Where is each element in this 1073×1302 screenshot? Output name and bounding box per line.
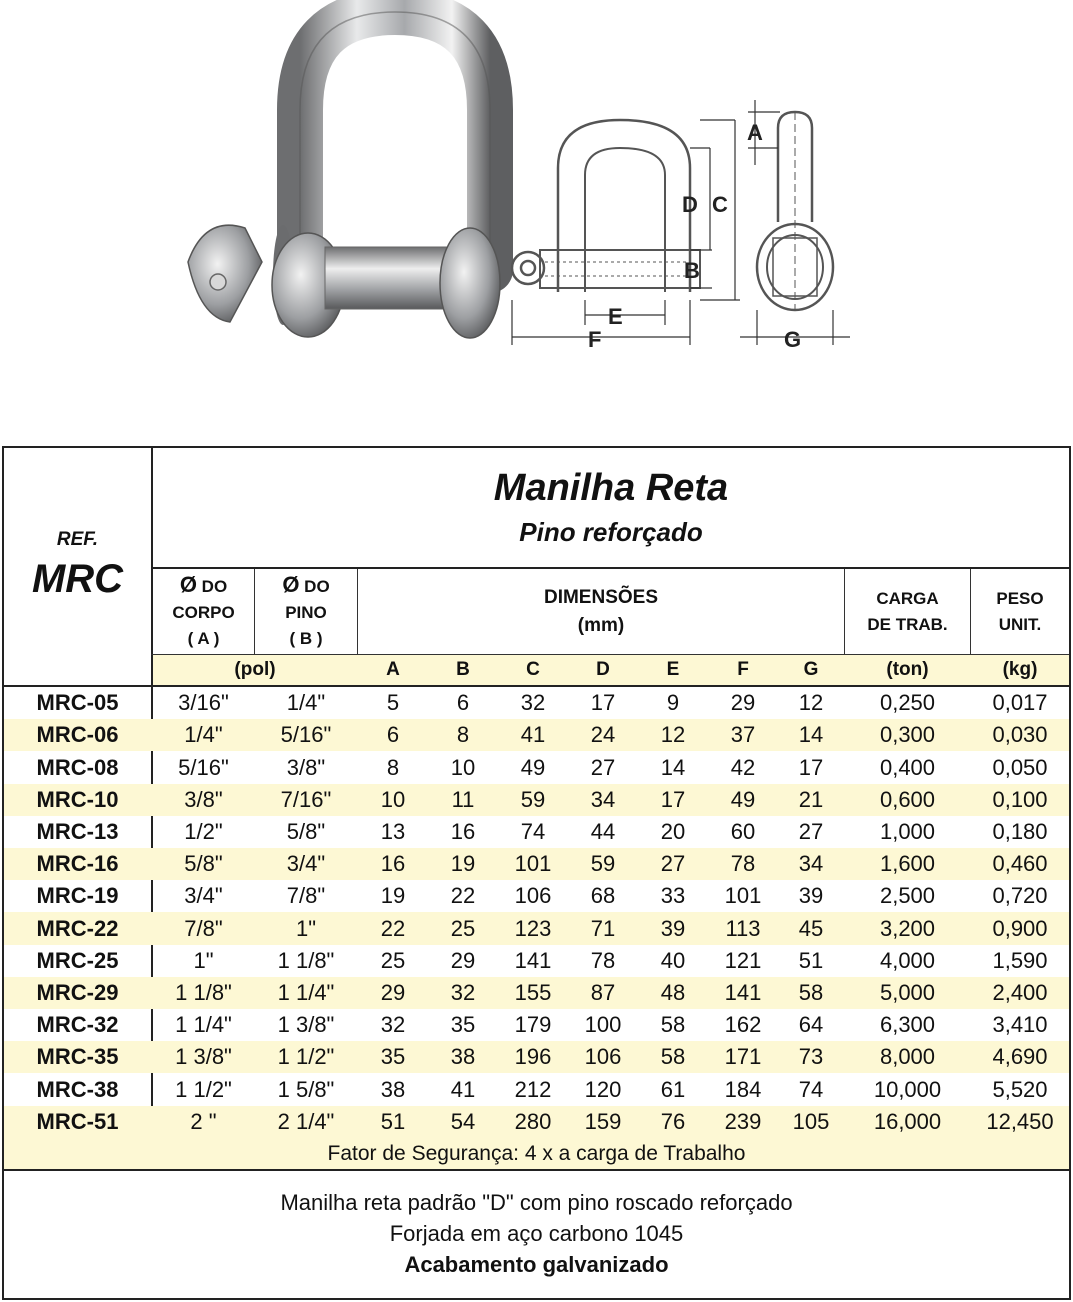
col-header-carga-l1: CARGA — [876, 588, 939, 608]
table-row — [4, 1106, 1069, 1138]
table-row — [4, 751, 1069, 783]
ref-code-cell: MRC-16 — [36, 851, 119, 877]
col-header-corpo — [153, 569, 254, 654]
table-cell: 61 — [660, 1076, 686, 1102]
col-header-carga-l2: DE TRAB. — [867, 614, 948, 634]
table-cell: 3,410 — [992, 1012, 1048, 1038]
table-cell: 10 — [380, 786, 406, 812]
table-cell: 12 — [660, 722, 686, 748]
table-cell: 0,720 — [992, 883, 1048, 909]
table-cell: 2,400 — [992, 979, 1048, 1005]
table-cell: 54 — [450, 1108, 476, 1134]
table-cell: 22 — [450, 883, 476, 909]
label-g: G — [784, 327, 802, 352]
table-cell: 59 — [520, 786, 546, 812]
technical-drawing-front — [757, 112, 833, 310]
unit-pol: (pol) — [234, 659, 276, 680]
table-cell: 48 — [660, 979, 686, 1005]
ref-code-cell: MRC-08 — [36, 754, 119, 780]
table-cell: 101 — [514, 851, 552, 877]
table-cell: 0,460 — [992, 851, 1048, 877]
table-cell: 14 — [660, 754, 686, 780]
table-cell: 39 — [660, 915, 686, 941]
label-c: C — [712, 192, 728, 217]
table-cell: 60 — [730, 818, 756, 844]
table-cell: 1 3/8" — [277, 1012, 335, 1038]
ref-cell — [4, 448, 151, 685]
label-b: B — [684, 258, 700, 283]
table-cell: 29 — [450, 947, 476, 973]
table-cell: 0,030 — [992, 722, 1048, 748]
table-cell: 5/16" — [280, 722, 332, 748]
table-cell: 0,900 — [992, 915, 1048, 941]
table-cell: 39 — [798, 883, 824, 909]
table-cell: 17 — [590, 690, 616, 716]
table-cell: 21 — [798, 786, 824, 812]
spec-table — [2, 446, 1071, 1300]
table-cell: 32 — [380, 1012, 406, 1038]
ref-code-cell: MRC-13 — [36, 818, 119, 844]
unit-ton: (ton) — [886, 659, 929, 680]
col-header-pino-l3: ( B ) — [289, 628, 323, 648]
table-cell: 37 — [730, 722, 756, 748]
table-cell: 16,000 — [873, 1108, 942, 1134]
table-cell: 1/2" — [184, 818, 223, 844]
table-cell: 8 — [386, 754, 400, 780]
table-cell: 5,520 — [992, 1076, 1048, 1102]
table-cell: 7/8" — [184, 915, 223, 941]
table-cell: 25 — [380, 947, 406, 973]
table-cell: 24 — [590, 722, 616, 748]
table-cell: 0,017 — [992, 690, 1048, 716]
table-cell: 280 — [514, 1108, 552, 1134]
table-cell: 1 1/4" — [175, 1012, 232, 1038]
ref-code-cell: MRC-05 — [36, 690, 119, 716]
table-cell: 32 — [450, 979, 476, 1005]
table-cell: 12,450 — [986, 1108, 1054, 1134]
note-line-3: Acabamento galvanizado — [404, 1252, 669, 1277]
table-cell: 19 — [380, 883, 406, 909]
table-cell: 45 — [798, 915, 824, 941]
col-header-pino — [255, 569, 357, 654]
ref-code-cell: MRC-32 — [36, 1012, 119, 1038]
table-cell: 1 5/8" — [277, 1076, 335, 1102]
table-cell: 16 — [450, 818, 476, 844]
table-cell: 73 — [798, 1044, 824, 1070]
table-cell: 1,600 — [879, 851, 936, 877]
table-cell: 123 — [514, 915, 552, 941]
table-cell: 6 — [456, 690, 470, 716]
table-cell: 17 — [798, 754, 824, 780]
table-cell: 76 — [660, 1108, 686, 1134]
table-cell: 120 — [584, 1076, 622, 1102]
table-cell: 29 — [380, 979, 406, 1005]
table-cell: 239 — [724, 1108, 762, 1134]
table-row — [4, 816, 1069, 848]
table-cell: 2 1/4" — [277, 1108, 335, 1134]
table-cell: 6,300 — [879, 1012, 936, 1038]
unit-b: B — [456, 659, 470, 680]
table-cell: 17 — [660, 786, 686, 812]
col-header-dimensoes-l1: DIMENSÕES — [543, 586, 659, 608]
table-cell: 5/8" — [286, 818, 326, 844]
table-cell: 162 — [724, 1012, 762, 1038]
table-cell: 58 — [798, 979, 824, 1005]
table-cell: 101 — [724, 883, 762, 909]
table-cell: 51 — [798, 947, 824, 973]
col-header-peso-l2: UNIT. — [998, 614, 1042, 634]
ref-code-cell: MRC-35 — [36, 1044, 119, 1070]
table-cell: 1 3/8" — [175, 1044, 232, 1070]
table-cell: 41 — [450, 1076, 476, 1102]
unit-d: D — [596, 659, 610, 680]
label-a: A — [747, 120, 763, 145]
table-row — [4, 880, 1069, 912]
table-cell: 34 — [590, 786, 616, 812]
table-cell: 0,180 — [992, 818, 1048, 844]
unit-a: A — [386, 659, 400, 680]
table-cell: 58 — [660, 1044, 686, 1070]
table-cell: 10 — [450, 754, 476, 780]
table-row — [4, 977, 1069, 1009]
table-cell: 0,300 — [879, 722, 936, 748]
table-cell: 171 — [724, 1044, 762, 1070]
table-row — [4, 784, 1069, 816]
table-cell: 141 — [724, 979, 762, 1005]
table-cell: 38 — [380, 1076, 406, 1102]
table-cell: 0,050 — [992, 754, 1048, 780]
table-cell: 159 — [584, 1108, 622, 1134]
table-cell: 1 1/4" — [277, 979, 335, 1005]
table-cell: 27 — [590, 754, 616, 780]
table-cell: 1" — [193, 947, 214, 973]
col-header-dimensoes-l2: (mm) — [577, 614, 625, 636]
note-line-1: Manilha reta padrão "D" com pino roscado reforçado — [280, 1190, 793, 1215]
table-cell: 1 1/8" — [175, 979, 232, 1005]
table-row — [4, 848, 1069, 880]
page-subtitle: Pino reforçado — [519, 516, 703, 547]
table-cell: 3/4" — [184, 883, 223, 909]
ref-code-cell: MRC-51 — [36, 1108, 119, 1134]
table-cell: 59 — [590, 851, 616, 877]
table-cell: 1,000 — [879, 818, 936, 844]
table-cell: 51 — [380, 1108, 406, 1134]
table-cell: 6 — [386, 722, 400, 748]
table-cell: 27 — [660, 851, 686, 877]
unit-f: F — [737, 659, 749, 680]
table-cell: 33 — [660, 883, 686, 909]
table-cell: 12 — [798, 690, 824, 716]
table-cell: 34 — [798, 851, 824, 877]
table-cell: 2 " — [190, 1108, 217, 1134]
table-cell: 8,000 — [879, 1044, 936, 1070]
table-cell: 29 — [730, 690, 756, 716]
table-cell: 5/16" — [178, 754, 229, 780]
table-cell: 3/8" — [184, 786, 223, 812]
col-header-corpo-l3: ( A ) — [187, 628, 220, 648]
table-cell: 9 — [666, 690, 680, 716]
label-f: F — [588, 327, 602, 352]
table-cell: 3/4" — [286, 851, 326, 877]
table-cell: 141 — [514, 947, 552, 973]
table-cell: 4,000 — [879, 947, 936, 973]
table-cell: 5 — [386, 690, 400, 716]
table-row — [4, 945, 1069, 977]
table-cell: 212 — [514, 1076, 552, 1102]
table-cell: 49 — [520, 754, 546, 780]
table-cell: 35 — [380, 1044, 406, 1070]
table-row — [4, 1009, 1069, 1041]
ref-code-cell: MRC-19 — [36, 883, 119, 909]
unit-c: C — [526, 659, 540, 680]
table-cell: 38 — [450, 1044, 476, 1070]
table-cell: 40 — [660, 947, 686, 973]
table-cell: 35 — [450, 1012, 476, 1038]
table-cell: 49 — [730, 786, 756, 812]
col-header-corpo-l1: DO — [201, 576, 228, 596]
table-cell: 11 — [451, 786, 475, 812]
table-cell: 64 — [798, 1012, 824, 1038]
table-cell: 196 — [514, 1044, 552, 1070]
page-title: Manilha Reta — [493, 466, 729, 509]
table-cell: 71 — [590, 915, 616, 941]
table-cell: 179 — [514, 1012, 552, 1038]
table-cell: 105 — [792, 1108, 830, 1134]
unit-e: E — [666, 659, 680, 680]
note-line-2: Forjada em aço carbono 1045 — [389, 1221, 684, 1246]
col-header-dimensoes — [358, 569, 844, 654]
table-cell: 1/4" — [184, 722, 223, 748]
col-header-pino-l1: DO — [304, 576, 330, 596]
table-cell: 113 — [725, 915, 761, 941]
table-row — [4, 719, 1069, 751]
table-cell: 10,000 — [873, 1076, 942, 1102]
ref-code-cell: MRC-10 — [36, 786, 119, 812]
product-illustration — [0, 0, 1073, 440]
label-d: D — [682, 192, 698, 217]
table-cell: 32 — [520, 690, 546, 716]
table-cell: 41 — [520, 722, 546, 748]
table-cell: 13 — [380, 818, 406, 844]
technical-drawing-side — [512, 120, 700, 292]
table-cell: 14 — [798, 722, 824, 748]
table-cell: 0,600 — [879, 786, 936, 812]
table-cell: 16 — [380, 851, 406, 877]
table-cell: 3/8" — [286, 754, 326, 780]
table-cell: 3/16" — [178, 690, 229, 716]
table-row — [4, 1041, 1069, 1073]
table-cell: 78 — [730, 851, 756, 877]
table-cell: 42 — [730, 754, 756, 780]
units-row — [153, 655, 1069, 685]
table-cell: 87 — [590, 979, 616, 1005]
col-header-peso-l1: PESO — [996, 588, 1044, 608]
table-cell: 44 — [590, 818, 616, 844]
label-e: E — [608, 304, 623, 329]
table-cell: 1 1/2" — [277, 1044, 335, 1070]
table-cell: 0,100 — [992, 786, 1048, 812]
dimension-lines — [512, 120, 740, 345]
ref-code-cell: MRC-22 — [36, 915, 119, 941]
table-cell: 68 — [590, 883, 616, 909]
col-header-corpo-l2: CORPO — [172, 602, 235, 622]
table-cell: 25 — [450, 915, 476, 941]
table-cell: 5,000 — [879, 979, 936, 1005]
table-cell: 22 — [380, 915, 406, 941]
table-cell: 7/16" — [280, 786, 332, 812]
table-cell: 106 — [584, 1044, 622, 1070]
table-cell: 106 — [514, 883, 552, 909]
diameter-symbol: Ø — [282, 571, 300, 597]
table-cell: 1 1/8" — [277, 947, 335, 973]
table-cell: 4,690 — [992, 1044, 1048, 1070]
ref-label: REF. — [56, 529, 99, 550]
table-cell: 7/8" — [286, 883, 326, 909]
table-cell: 155 — [514, 979, 552, 1005]
table-cell: 8 — [456, 722, 470, 748]
table-cell: 1 1/2" — [175, 1076, 232, 1102]
table-cell: 3,200 — [879, 915, 936, 941]
table-cell: 1,590 — [992, 947, 1048, 973]
shackle-photo — [188, 12, 500, 338]
table-cell: 20 — [660, 818, 686, 844]
ref-code-cell: MRC-38 — [36, 1076, 119, 1102]
table-cell: 5/8" — [184, 851, 223, 877]
table-cell: 27 — [798, 818, 824, 844]
table-cell: 74 — [798, 1076, 824, 1102]
table-cell: 74 — [520, 818, 546, 844]
col-header-pino-l2: PINO — [285, 602, 327, 622]
diameter-symbol: Ø — [179, 571, 197, 597]
ref-code-cell: MRC-25 — [36, 947, 119, 973]
table-cell: 0,250 — [879, 690, 936, 716]
ref-code-cell: MRC-29 — [36, 979, 119, 1005]
table-cell: 100 — [584, 1012, 622, 1038]
table-cell: 1" — [295, 915, 317, 941]
table-cell: 19 — [450, 851, 476, 877]
table-cell: 121 — [724, 947, 762, 973]
table-cell: 58 — [660, 1012, 686, 1038]
table-cell: 184 — [724, 1076, 762, 1102]
col-header-peso — [971, 569, 1069, 654]
table-cell: 2,500 — [879, 883, 936, 909]
table-cell: 0,400 — [879, 754, 936, 780]
table-row — [4, 1073, 1069, 1105]
unit-kg: (kg) — [1002, 659, 1038, 680]
unit-g: G — [803, 659, 819, 680]
ref-code-cell: MRC-06 — [36, 722, 119, 748]
table-cell: 1/4" — [286, 690, 326, 716]
col-header-carga — [845, 569, 970, 654]
ref-code: MRC — [31, 556, 124, 601]
table-cell: 78 — [590, 947, 616, 973]
table-row — [4, 687, 1069, 719]
table-row — [4, 912, 1069, 944]
safety-factor: Fator de Segurança: 4 x a carga de Trabalho — [4, 1138, 1069, 1169]
